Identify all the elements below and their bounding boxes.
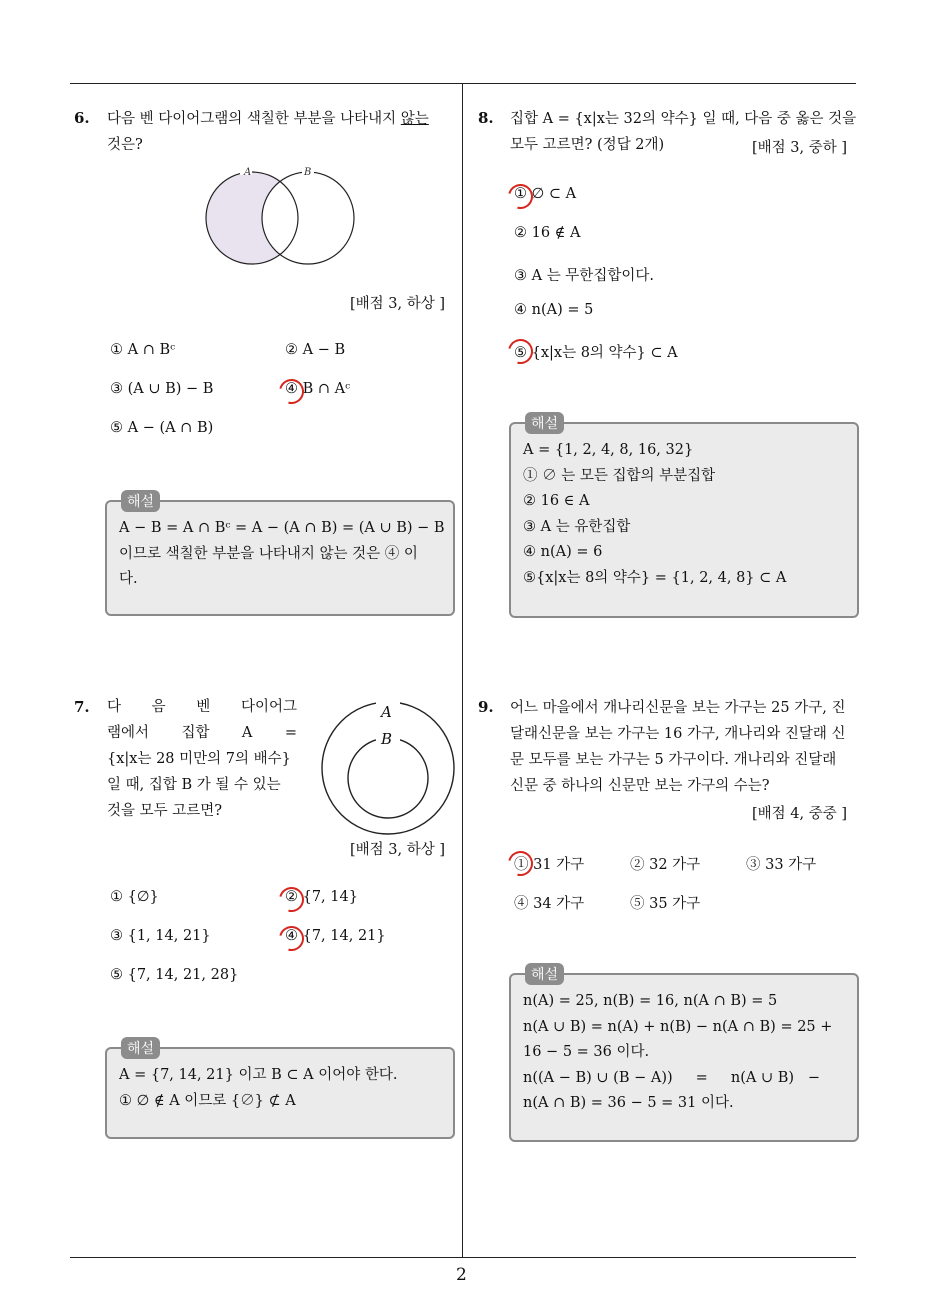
q6-option-5[interactable]: ⑤ A − (A ∩ B) xyxy=(110,420,214,436)
q6-venn-label-a: A xyxy=(244,167,252,178)
q8-answer-mark-5 xyxy=(503,334,537,368)
q7-text-line-1: 다 음 벤 다이어그 xyxy=(107,699,297,715)
q8-option-3[interactable]: ③ A 는 무한집합이다. xyxy=(514,268,654,284)
q6-text-line-1: 다음 벤 다이어그램의 색칠한 부분을 나타내지 xyxy=(107,111,397,127)
q8-solution-line-1: A = {1, 2, 4, 8, 16, 32} xyxy=(523,442,694,458)
q7-text-line-2: 램에서 집합 A = xyxy=(107,725,297,741)
q7-solution-line-1: A = {7, 14, 21} 이고 B ⊂ A 이어야 한다. xyxy=(119,1067,398,1083)
q9-number: 9. xyxy=(478,698,494,716)
q8-option-1[interactable]: ① ∅ ⊂ A xyxy=(514,186,577,202)
q6-option-1[interactable]: ① A ∩ Bᶜ xyxy=(110,342,176,358)
q9-option-2[interactable]: ② 32 가구 xyxy=(630,857,701,873)
q6-solution-line-1: A − B = A ∩ Bᶜ = A − (A ∩ B) = (A ∪ B) − B xyxy=(119,520,445,536)
q9-text-line-1: 어느 마을에서 개나리신문을 보는 가구는 25 가구, 진 xyxy=(510,700,846,716)
q7-question xyxy=(107,694,297,824)
top-rule xyxy=(70,83,856,84)
q6-solution-tag: 해설 xyxy=(121,490,160,512)
q7-option-4[interactable]: ④ {7, 14, 21} xyxy=(285,928,386,944)
q7-text-line-5: 것을 모두 고르면? xyxy=(107,803,223,819)
q9-text-line-2: 달래신문을 보는 가구는 16 가구, 개나리와 진달래 신 xyxy=(510,726,846,742)
q7-circle-a xyxy=(322,702,454,834)
q7-solution-box xyxy=(105,1041,455,1139)
page-number: 2 xyxy=(456,1265,467,1285)
q6-points: [배점 3, 하상 ] xyxy=(350,296,446,312)
q7-label-b: B xyxy=(381,730,393,748)
q6-option-2[interactable]: ② A − B xyxy=(285,342,346,358)
q8-solution-line-2: ① ∅ 는 모든 집합의 부분집합 xyxy=(523,467,716,484)
q6-text-line-2: 것은? xyxy=(107,137,143,153)
q9-solution-line-1: n(A) = 25, n(B) = 16, n(A ∩ B) = 5 xyxy=(523,993,778,1009)
q7-option-3[interactable]: ③ {1, 14, 21} xyxy=(110,928,211,944)
q8-points: [배점 3, 중하 ] xyxy=(752,140,848,156)
q8-solution-line-3: ② 16 ∈ A xyxy=(523,493,590,509)
q6-option-4[interactable]: ④ B ∩ Aᶜ xyxy=(285,381,351,397)
q8-option-5[interactable]: ⑤ {x|x는 8의 약수} ⊂ A xyxy=(514,345,678,361)
q9-option-1[interactable]: ① 31 가구 xyxy=(514,857,585,873)
q8-solution-line-6: ⑤{x|x는 8의 약수} = {1, 2, 4, 8} ⊂ A xyxy=(523,569,787,586)
q6-option-3[interactable]: ③ (A ∪ B) − B xyxy=(110,381,214,397)
q8-number: 8. xyxy=(478,109,494,127)
q7-answer-mark-4 xyxy=(274,921,308,955)
bottom-rule xyxy=(70,1257,856,1258)
q6-answer-mark xyxy=(274,374,308,408)
q9-solution-tag: 해설 xyxy=(525,963,564,985)
q6-venn-diagram xyxy=(200,168,360,268)
q8-solution-line-5: ④ n(A) = 6 xyxy=(523,544,603,560)
q9-solution-line-2: n(A ∪ B) = n(A) + n(B) − n(A ∩ B) = 25 + xyxy=(523,1018,833,1035)
q7-circle-b xyxy=(348,738,428,818)
q8-answer-mark-1 xyxy=(503,179,537,213)
q6-emphasis: 않는 xyxy=(400,111,429,127)
column-divider xyxy=(462,83,463,1258)
q9-text-line-4: 신문 중 하나의 신문만 보는 가구의 수는? xyxy=(510,778,770,794)
q9-solution-line-5: n(A ∩ B) = 36 − 5 = 31 이다. xyxy=(523,1095,734,1111)
q6-question xyxy=(107,106,457,158)
q6-solution-box xyxy=(105,494,455,616)
q6-solution-line-3: 다. xyxy=(119,571,138,587)
q7-set-diagram xyxy=(320,698,456,838)
q9-option-3[interactable]: ③ 33 가구 xyxy=(746,857,817,873)
q9-solution-line-4: n((A − B) ∪ (B − A)) = n(A ∪ B) − xyxy=(523,1069,821,1086)
q7-option-2[interactable]: ② {7, 14} xyxy=(285,889,358,905)
q7-text-line-3: {x|x는 28 미만의 7의 배수} xyxy=(107,751,291,767)
q7-option-1[interactable]: ① {∅} xyxy=(110,889,159,905)
q7-text-line-4: 일 때, 집합 B 가 될 수 있는 xyxy=(107,777,281,793)
q7-points: [배점 3, 하상 ] xyxy=(350,842,446,858)
q8-solution-line-4: ③ A 는 유한집합 xyxy=(523,518,631,535)
q8-solution-box xyxy=(509,416,859,618)
q7-label-a: A xyxy=(381,703,392,721)
q8-text-line-1: 집합 A = {x|x는 32의 약수} 일 때, 다음 중 옳은 것을 xyxy=(510,111,857,127)
q9-option-5[interactable]: ⑤ 35 가구 xyxy=(630,896,701,912)
q9-solution-box xyxy=(509,967,859,1142)
q9-text-line-3: 문 모두를 보는 가구는 5 가구이다. 개나리와 진달래 xyxy=(510,752,837,768)
q9-solution-line-3: 16 − 5 = 36 이다. xyxy=(523,1044,650,1060)
q6-solution-line-2: 이므로 색칠한 부분을 나타내지 않는 것은 ④ 이 xyxy=(119,545,418,562)
q7-solution-line-2: ① ∅ ∉ A 이므로 {∅} ⊄ A xyxy=(119,1092,296,1109)
q6-number: 6. xyxy=(74,109,90,127)
q9-question xyxy=(510,695,860,799)
q8-option-2[interactable]: ② 16 ∉ A xyxy=(514,225,581,241)
q7-answer-mark-2 xyxy=(274,882,308,916)
q9-answer-mark-1 xyxy=(503,846,537,880)
q6-venn-label-b: B xyxy=(304,167,312,178)
q9-points: [배점 4, 중중 ] xyxy=(752,806,848,822)
q9-option-4[interactable]: ④ 34 가구 xyxy=(514,896,585,912)
q7-option-5[interactable]: ⑤ {7, 14, 21, 28} xyxy=(110,967,239,983)
q7-solution-tag: 해설 xyxy=(121,1037,160,1059)
q8-solution-tag: 해설 xyxy=(525,412,564,434)
q8-option-4[interactable]: ④ n(A) = 5 xyxy=(514,302,594,318)
q7-number: 7. xyxy=(74,698,90,716)
q8-text-line-2: 모두 고르면? (정답 2개) xyxy=(510,137,665,153)
